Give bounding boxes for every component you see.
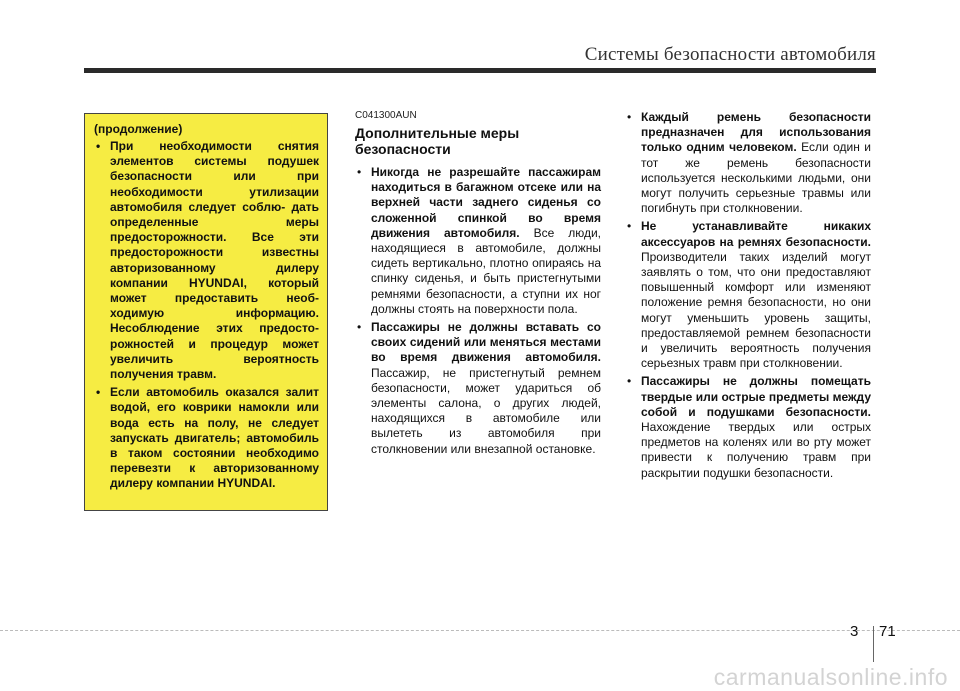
section-title: Дополнительные меры безопасности (355, 125, 520, 157)
list-item: • Пассажиры не должны вставать со своих сидений или меняться местами во время движения автомобиля. Пассажир, не пристегнутый ремнем безопасности, может удариться об элементы салона, о других людей, находящихся в автомобиле или вылететь из автомобиля при столкновении или внезапной остановке. (357, 320, 601, 456)
list-item: • Каждый ремень безопасности предназначен для использования только одним человеком. Если один и тот же ремень безопасности используется несколькими людьми, они могут получить серьезные травмы или погибнуть при столкновении. (627, 110, 871, 216)
bullet-icon: • (96, 385, 101, 400)
middle-column (355, 110, 601, 460)
right-column (625, 110, 871, 484)
warning-item: • Если автомобиль оказался залит водой, его коврики намокли или вода есть на полу, не следует запускать двигатель; автомобиль в таком состоянии необходимо перевезти к авторизованному дилеру компании HYUNDAI. (96, 385, 319, 491)
bullet-icon: • (627, 219, 632, 234)
list-item: • Не устанавливайте никаких аксессуаров на ремнях безопасности. Производители таких изделий могут заявлять о том, что они предоставляют повышенный комфорт или изменяют положение ремня безопасности, но они могут уменьшить уровень защиты, предоставляемой ремнем безопасности и увеличить вероятность получения серьезных травм при столкновении. (627, 219, 871, 371)
watermark: carmanualsonline.info (713, 664, 948, 690)
bullet-icon: • (96, 139, 101, 153)
bullet-icon: • (357, 320, 362, 335)
bullet-icon: • (627, 374, 632, 389)
warning-title: (продолжение) (94, 122, 183, 136)
list-item: • Никогда не разрешайте пассажирам находиться в багажном отсеке или на верхней части заднего сиденья со сложенной спинкой во время движения автомобиля. Все люди, находящиеся в автомобиле, должны сидеть вертикально, плотно опираясь на спинку сиденья, и быть пристегнутыми ремнями безопасности, а ступни их ног должны стоять на поверхности пола. (357, 165, 602, 316)
page-number: 71 (879, 623, 896, 640)
warning-box (84, 113, 328, 511)
page-separator (873, 626, 874, 662)
warning-item: • При необходимости снятия элементов системы подушек безопасности или при необходимости утилизации автомобиля следует соблю- дать определенные меры предосторожности. Все эти предосторожности известны авторизованному дилеру компании HYUNDAI, который может предоставить необ- ходимую информацию. Несоблюдение этих предосто- рожностей и процедур может увеличить вероятность получения травм. (96, 139, 319, 382)
chapter-number: 3 (850, 623, 859, 640)
footer-rule (0, 630, 960, 631)
section-code: C041300AUN (355, 110, 417, 121)
header-rule (84, 68, 876, 73)
list-item: • Пассажиры не должны помещать твердые или острые предметы между собой и подушками безопасности. Нахождение твердых или острых предметов на коленях или во рту может привести к получению травм при раскрытии подушки безопасности. (627, 374, 871, 480)
page-header-title: Системы безопасности автомобиля (584, 44, 876, 65)
bullet-icon: • (627, 110, 632, 124)
page-number-block (830, 623, 920, 663)
bullet-icon: • (357, 165, 362, 179)
